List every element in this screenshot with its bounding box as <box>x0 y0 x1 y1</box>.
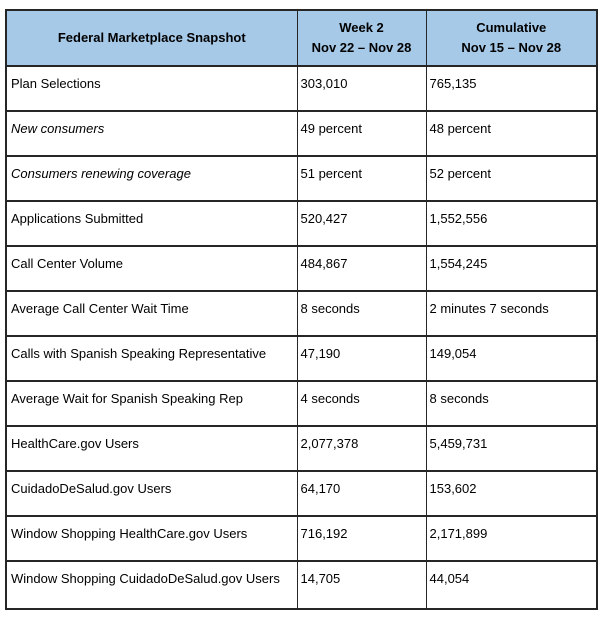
week2-value-cell: 520,427 <box>297 201 426 246</box>
row-label-cell: New consumers <box>6 111 297 156</box>
week2-value-cell: 64,170 <box>297 471 426 516</box>
header-cell-week2 <box>297 10 426 66</box>
row-label-cell: Applications Submitted <box>6 201 297 246</box>
header-cumulative-title: Cumulative <box>476 20 547 35</box>
cumulative-value-cell: 153,602 <box>426 471 597 516</box>
row-label-cell: HealthCare.gov Users <box>6 426 297 471</box>
row-label-cell: Consumers renewing coverage <box>6 156 297 201</box>
row-label-cell: Window Shopping CuidadoDeSalud.gov Users <box>6 561 297 609</box>
table-row <box>6 516 597 561</box>
row-label-cell: Call Center Volume <box>6 246 297 291</box>
cumulative-value-cell: 149,054 <box>426 336 597 381</box>
week2-value-cell: 47,190 <box>297 336 426 381</box>
cumulative-value-cell: 765,135 <box>426 66 597 111</box>
week2-value-cell: 484,867 <box>297 246 426 291</box>
cumulative-value-cell: 8 seconds <box>426 381 597 426</box>
cumulative-value-cell: 52 percent <box>426 156 597 201</box>
header-cumulative-dates: Nov 15 – Nov 28 <box>461 40 562 55</box>
cumulative-value-cell: 5,459,731 <box>426 426 597 471</box>
header-week2-dates: Nov 22 – Nov 28 <box>311 40 412 55</box>
week2-value-cell: 4 seconds <box>297 381 426 426</box>
header-week2-title: Week 2 <box>339 20 384 35</box>
header-cell-cumulative <box>426 10 597 66</box>
table-row <box>6 561 597 609</box>
table-row <box>6 111 597 156</box>
table-row <box>6 201 597 246</box>
week2-value-cell: 8 seconds <box>297 291 426 336</box>
week2-value-cell: 303,010 <box>297 66 426 111</box>
table-row <box>6 336 597 381</box>
week2-value-cell: 716,192 <box>297 516 426 561</box>
row-label-cell: Window Shopping HealthCare.gov Users <box>6 516 297 561</box>
header-row <box>6 10 597 66</box>
week2-value-cell: 14,705 <box>297 561 426 609</box>
row-label-cell: Plan Selections <box>6 66 297 111</box>
table-row <box>6 66 597 111</box>
cumulative-value-cell: 48 percent <box>426 111 597 156</box>
row-label-cell: Calls with Spanish Speaking Representative <box>6 336 297 381</box>
cumulative-value-cell: 2,171,899 <box>426 516 597 561</box>
cumulative-value-cell: 44,054 <box>426 561 597 609</box>
table-row <box>6 156 597 201</box>
week2-value-cell: 51 percent <box>297 156 426 201</box>
table-row <box>6 246 597 291</box>
row-label-cell: Average Wait for Spanish Speaking Rep <box>6 381 297 426</box>
table-row <box>6 291 597 336</box>
federal-marketplace-snapshot-table <box>5 9 598 610</box>
header-cell-metric: Federal Marketplace Snapshot <box>6 10 297 66</box>
table-row <box>6 426 597 471</box>
cumulative-value-cell: 1,552,556 <box>426 201 597 246</box>
cumulative-value-cell: 2 minutes 7 seconds <box>426 291 597 336</box>
row-label-cell: Average Call Center Wait Time <box>6 291 297 336</box>
week2-value-cell: 2,077,378 <box>297 426 426 471</box>
table-row <box>6 381 597 426</box>
row-label-cell: CuidadoDeSalud.gov Users <box>6 471 297 516</box>
table-row <box>6 471 597 516</box>
cumulative-value-cell: 1,554,245 <box>426 246 597 291</box>
week2-value-cell: 49 percent <box>297 111 426 156</box>
